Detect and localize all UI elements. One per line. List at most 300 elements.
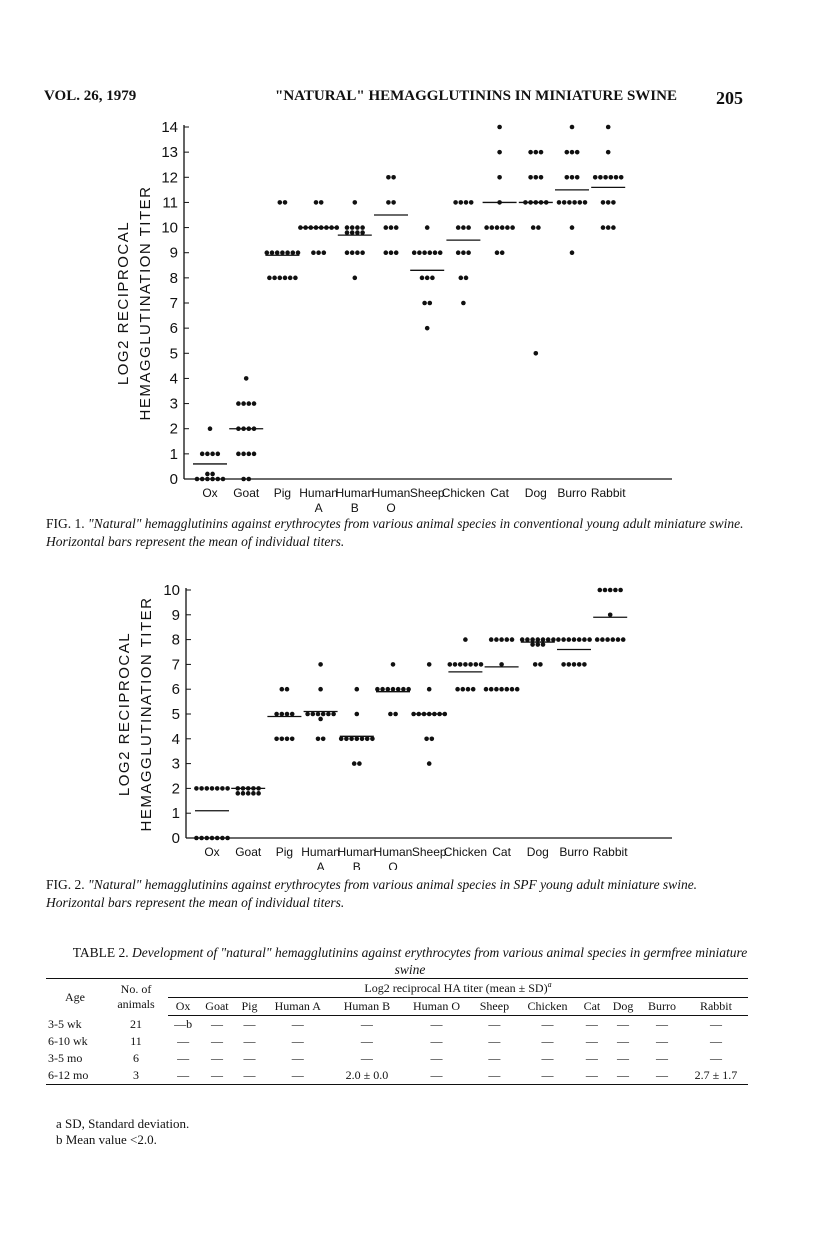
- data-point: [205, 786, 210, 791]
- data-point: [471, 687, 476, 692]
- data-point: [195, 477, 200, 482]
- figure-2-chart: [0, 575, 816, 870]
- data-point: [345, 230, 350, 235]
- data-point: [611, 200, 616, 205]
- data-point: [577, 637, 582, 642]
- data-point: [616, 637, 621, 642]
- data-point: [570, 250, 575, 255]
- data-point: [420, 276, 425, 281]
- table-2: [46, 978, 748, 1085]
- data-point: [353, 276, 358, 281]
- cell-animals: 3: [104, 1067, 168, 1085]
- cell-titer: —: [488, 1034, 501, 1048]
- data-point: [505, 637, 510, 642]
- data-point: [461, 687, 466, 692]
- data-point: [621, 637, 626, 642]
- x-category-label: Human: [301, 845, 340, 859]
- data-point: [280, 712, 285, 717]
- data-point: [389, 250, 394, 255]
- data-point: [461, 225, 466, 230]
- data-point: [210, 452, 215, 457]
- y-tick-label: 9: [169, 244, 178, 262]
- data-point: [618, 588, 623, 593]
- data-point: [247, 426, 252, 431]
- data-point: [303, 225, 308, 230]
- data-point: [425, 225, 430, 230]
- data-point: [388, 712, 393, 717]
- cell-age: 3-5 mo: [48, 1051, 83, 1065]
- data-point: [437, 712, 442, 717]
- data-point: [252, 426, 257, 431]
- cell-titer: —: [655, 1034, 668, 1048]
- data-point: [290, 737, 295, 742]
- data-point: [345, 225, 350, 230]
- y-tick-label: 6: [169, 320, 178, 338]
- running-head-title: "NATURAL" HEMAGGLUTININS IN MINIATURE SWINE: [275, 88, 677, 104]
- data-point: [448, 662, 453, 667]
- data-point: [455, 687, 460, 692]
- y-tick-label: 10: [163, 582, 180, 599]
- data-point: [251, 786, 256, 791]
- cell-titer: —: [236, 1067, 263, 1085]
- cell-titer: —: [198, 1067, 236, 1085]
- data-point: [456, 250, 461, 255]
- x-category-label: Human: [371, 486, 411, 500]
- cell-titer: —: [585, 1051, 598, 1065]
- data-point: [285, 737, 290, 742]
- figure-1-chart: [0, 110, 816, 520]
- y-tick-label: 7: [169, 295, 178, 312]
- data-point: [386, 687, 391, 692]
- cell-animals: 21: [130, 1016, 142, 1031]
- data-point: [565, 150, 570, 155]
- cell-titer: —: [541, 1017, 554, 1031]
- cell-titer: —: [617, 1017, 630, 1031]
- data-point: [322, 250, 327, 255]
- data-point: [298, 225, 303, 230]
- x-category-sublabel: O: [388, 860, 398, 870]
- data-point: [384, 225, 389, 230]
- data-point: [570, 150, 575, 155]
- col-header-species: Human A: [263, 998, 332, 1016]
- data-point: [459, 276, 464, 281]
- data-point: [391, 200, 396, 205]
- data-point: [411, 712, 416, 717]
- data-point: [194, 786, 199, 791]
- y-tick-label: 8: [169, 269, 178, 287]
- data-point: [427, 761, 432, 766]
- data-point: [393, 712, 398, 717]
- data-point: [422, 712, 427, 717]
- cell-titer: —: [472, 1067, 518, 1085]
- data-point: [236, 791, 241, 796]
- data-point: [360, 737, 365, 742]
- data-point: [603, 175, 608, 180]
- x-category-label: Sheep: [411, 845, 447, 859]
- data-point: [520, 637, 525, 642]
- cell-titer: —: [263, 1067, 332, 1085]
- cell-titer: —: [243, 1051, 256, 1065]
- data-point: [236, 452, 241, 457]
- data-point: [499, 662, 504, 667]
- figure-1-label: FIG. 1.: [46, 516, 85, 531]
- data-point: [352, 761, 357, 766]
- data-point: [608, 613, 613, 618]
- y-tick-label: 13: [161, 144, 178, 162]
- cell-titer: —: [585, 1017, 598, 1031]
- data-point: [510, 637, 515, 642]
- data-point: [528, 175, 533, 180]
- data-point: [280, 687, 285, 692]
- data-point: [391, 687, 396, 692]
- data-point: [430, 737, 435, 742]
- data-point: [572, 637, 577, 642]
- data-point: [350, 230, 355, 235]
- data-point: [200, 477, 205, 482]
- col-header-species: Chicken: [517, 998, 577, 1016]
- cell-titer: —: [291, 1051, 304, 1065]
- cell-titer: —: [578, 1067, 606, 1085]
- cell-age: 3-5 wk: [48, 1016, 82, 1031]
- data-point: [272, 276, 277, 281]
- y-tick-label: 2: [171, 780, 180, 798]
- y-axis-title-line2: HEMAGGLUTINATION TITER: [137, 185, 154, 421]
- data-point: [360, 225, 365, 230]
- data-point: [530, 642, 535, 647]
- data-point: [430, 276, 435, 281]
- data-point: [246, 786, 251, 791]
- data-point: [318, 717, 323, 722]
- data-point: [394, 225, 399, 230]
- data-point: [484, 225, 489, 230]
- cell-titer: —: [709, 1034, 722, 1048]
- data-point: [500, 250, 505, 255]
- cell-titer: —: [655, 1051, 668, 1065]
- cell-titer: 2.7 ± 1.7: [684, 1067, 748, 1085]
- data-point: [360, 230, 365, 235]
- x-category-label: Rabbit: [592, 845, 628, 859]
- y-tick-label: 5: [171, 706, 180, 723]
- x-category-label: Human: [337, 845, 377, 859]
- y-tick-label: 3: [169, 395, 178, 413]
- y-tick-label: 9: [171, 606, 180, 624]
- data-point: [582, 637, 587, 642]
- data-point: [200, 452, 205, 457]
- data-point: [252, 401, 257, 406]
- data-point: [456, 225, 461, 230]
- data-point: [497, 125, 502, 130]
- x-category-label: Pig: [273, 486, 292, 500]
- data-point: [345, 250, 350, 255]
- data-point: [530, 637, 535, 642]
- data-point: [311, 250, 316, 255]
- data-point: [570, 225, 575, 230]
- data-point: [236, 401, 241, 406]
- data-point: [329, 225, 334, 230]
- col-spanner-note: a: [547, 980, 552, 989]
- data-point: [534, 150, 539, 155]
- cell-titer: —: [655, 1017, 668, 1031]
- y-tick-label: 12: [161, 169, 178, 187]
- figure-2-label: FIG. 2.: [46, 877, 85, 892]
- data-point: [561, 662, 566, 667]
- cell-titer: 2.0 ± 0.0: [332, 1067, 401, 1085]
- data-point: [321, 737, 326, 742]
- data-point: [370, 737, 375, 742]
- data-point: [497, 200, 502, 205]
- data-point: [575, 150, 580, 155]
- data-point: [484, 687, 489, 692]
- data-point: [528, 200, 533, 205]
- data-point: [578, 200, 583, 205]
- data-point: [365, 737, 370, 742]
- data-point: [412, 250, 417, 255]
- data-point: [247, 477, 252, 482]
- data-point: [606, 225, 611, 230]
- col-spanner: [168, 979, 748, 998]
- data-point: [199, 836, 204, 841]
- data-point: [541, 637, 546, 642]
- x-category-label: Dog: [524, 486, 547, 500]
- y-tick-label: 1: [169, 445, 178, 463]
- data-point: [567, 637, 572, 642]
- data-point: [459, 200, 464, 205]
- data-point: [606, 200, 611, 205]
- data-point: [324, 225, 329, 230]
- data-point: [375, 687, 380, 692]
- data-point: [326, 712, 331, 717]
- data-point: [469, 200, 474, 205]
- data-point: [278, 200, 283, 205]
- x-category-label: Rabbit: [590, 486, 626, 500]
- data-point: [344, 737, 349, 742]
- col-header-species: Dog: [606, 998, 640, 1016]
- y-tick-label: 14: [161, 119, 178, 136]
- data-point: [609, 175, 614, 180]
- cell-titer: —: [517, 1067, 577, 1085]
- data-point: [355, 687, 360, 692]
- data-point: [280, 250, 285, 255]
- cell-titer: —b: [174, 1017, 193, 1031]
- page-number: 205: [716, 88, 743, 108]
- data-point: [495, 250, 500, 255]
- footnote-b: b Mean value <2.0.: [56, 1132, 157, 1147]
- data-point: [557, 200, 562, 205]
- cell-titer: —: [402, 1067, 472, 1085]
- data-point: [210, 477, 215, 482]
- data-point: [275, 250, 280, 255]
- data-point: [244, 376, 249, 381]
- cell-titer: —: [430, 1051, 443, 1065]
- data-point: [360, 250, 365, 255]
- cell-titer: —: [709, 1051, 722, 1065]
- y-tick-label: 3: [171, 755, 180, 773]
- col-header-species: Rabbit: [684, 998, 748, 1016]
- cell-titer: —: [430, 1017, 443, 1031]
- table-2-caption: [60, 944, 760, 978]
- data-point: [265, 250, 270, 255]
- x-category-label: Ox: [202, 486, 218, 500]
- data-point: [613, 588, 618, 593]
- col-header-species: Cat: [578, 998, 606, 1016]
- running-head-volume: VOL. 26, 1979: [44, 88, 137, 104]
- data-point: [241, 452, 246, 457]
- cell-titer: —: [488, 1051, 501, 1065]
- data-point: [256, 791, 261, 796]
- data-point: [464, 276, 469, 281]
- y-axis-title-line1: LOG2 RECIPROCAL: [116, 631, 133, 797]
- col-spanner-text: Log2 reciprocal HA titer (mean ± SD): [364, 981, 548, 995]
- data-point: [321, 712, 326, 717]
- data-point: [241, 477, 246, 482]
- data-point: [466, 225, 471, 230]
- y-tick-label: 2: [169, 420, 178, 438]
- cell-titer: —: [360, 1017, 373, 1031]
- y-tick-label: 4: [169, 370, 178, 388]
- data-point: [605, 637, 610, 642]
- data-point: [428, 250, 433, 255]
- data-point: [500, 225, 505, 230]
- data-point: [225, 786, 230, 791]
- data-point: [256, 786, 261, 791]
- data-point: [499, 637, 504, 642]
- data-point: [497, 175, 502, 180]
- data-point: [453, 662, 458, 667]
- data-point: [386, 200, 391, 205]
- data-point: [575, 175, 580, 180]
- data-point: [606, 125, 611, 130]
- data-point: [497, 150, 502, 155]
- data-point: [318, 662, 323, 667]
- data-point: [468, 662, 473, 667]
- cell-titer: —: [243, 1017, 256, 1031]
- col-header-species: Ox: [168, 998, 198, 1016]
- data-point: [285, 687, 290, 692]
- x-category-label: Dog: [526, 845, 549, 859]
- data-point: [355, 230, 360, 235]
- data-point: [494, 687, 499, 692]
- cell-titer: —: [243, 1034, 256, 1048]
- data-point: [274, 712, 279, 717]
- x-category-label: Goat: [233, 486, 260, 500]
- y-tick-label: 10: [161, 219, 178, 237]
- data-point: [463, 662, 468, 667]
- data-point: [241, 426, 246, 431]
- table-row: [46, 1067, 748, 1085]
- data-point: [495, 225, 500, 230]
- data-point: [353, 200, 358, 205]
- cell-titer: —: [640, 1067, 684, 1085]
- data-point: [357, 761, 362, 766]
- data-point: [466, 250, 471, 255]
- data-point: [595, 637, 600, 642]
- cell-titer: —: [585, 1034, 598, 1048]
- data-point: [293, 276, 298, 281]
- data-point: [205, 836, 210, 841]
- cell-titer: —: [291, 1034, 304, 1048]
- figure-1-caption: [46, 515, 756, 551]
- data-point: [389, 225, 394, 230]
- x-category-label: Pig: [275, 845, 294, 859]
- y-tick-label: 5: [169, 345, 178, 363]
- x-category-sublabel: B: [352, 860, 361, 870]
- cell-titer: —: [606, 1067, 640, 1085]
- data-point: [215, 786, 220, 791]
- data-point: [539, 200, 544, 205]
- cell-titer: —: [360, 1051, 373, 1065]
- table-row: [46, 1016, 748, 1034]
- data-point: [309, 225, 314, 230]
- data-point: [252, 452, 257, 457]
- data-point: [577, 662, 582, 667]
- table-row: [46, 1033, 748, 1050]
- data-point: [494, 637, 499, 642]
- data-point: [515, 687, 520, 692]
- data-point: [458, 662, 463, 667]
- data-point: [534, 200, 539, 205]
- data-point: [474, 662, 479, 667]
- col-header-species: Sheep: [472, 998, 518, 1016]
- data-point: [283, 200, 288, 205]
- y-tick-label: 1: [171, 805, 180, 823]
- data-point: [278, 276, 283, 281]
- data-point: [463, 637, 468, 642]
- data-point: [396, 687, 401, 692]
- data-point: [598, 175, 603, 180]
- data-point: [386, 175, 391, 180]
- col-header-age: Age: [46, 979, 104, 1016]
- data-point: [567, 200, 572, 205]
- cell-titer: —: [488, 1017, 501, 1031]
- data-point: [489, 637, 494, 642]
- cell-age: 6-10 wk: [48, 1034, 88, 1048]
- data-point: [319, 200, 324, 205]
- cell-titer: —: [541, 1051, 554, 1065]
- data-point: [236, 426, 241, 431]
- data-point: [525, 637, 530, 642]
- data-point: [241, 401, 246, 406]
- data-point: [319, 225, 324, 230]
- cell-titer: —: [210, 1017, 223, 1031]
- table-row: [46, 1050, 748, 1067]
- data-point: [267, 276, 272, 281]
- cell-titer: —: [291, 1017, 304, 1031]
- data-point: [587, 637, 592, 642]
- data-point: [528, 150, 533, 155]
- data-point: [280, 737, 285, 742]
- cell-titer: —: [617, 1034, 630, 1048]
- data-point: [316, 712, 321, 717]
- data-point: [288, 276, 293, 281]
- data-point: [601, 200, 606, 205]
- x-category-label: Human: [299, 486, 338, 500]
- data-point: [582, 662, 587, 667]
- data-point: [538, 662, 543, 667]
- data-point: [422, 301, 427, 306]
- y-tick-label: 0: [171, 830, 180, 847]
- data-point: [314, 200, 319, 205]
- data-point: [603, 588, 608, 593]
- data-point: [541, 642, 546, 647]
- y-axis-title-line1: LOG2 RECIPROCAL: [115, 220, 132, 386]
- data-point: [355, 250, 360, 255]
- y-tick-label: 0: [169, 471, 178, 488]
- data-point: [428, 301, 433, 306]
- data-point: [425, 276, 430, 281]
- data-point: [499, 687, 504, 692]
- data-point: [220, 786, 225, 791]
- data-point: [523, 200, 528, 205]
